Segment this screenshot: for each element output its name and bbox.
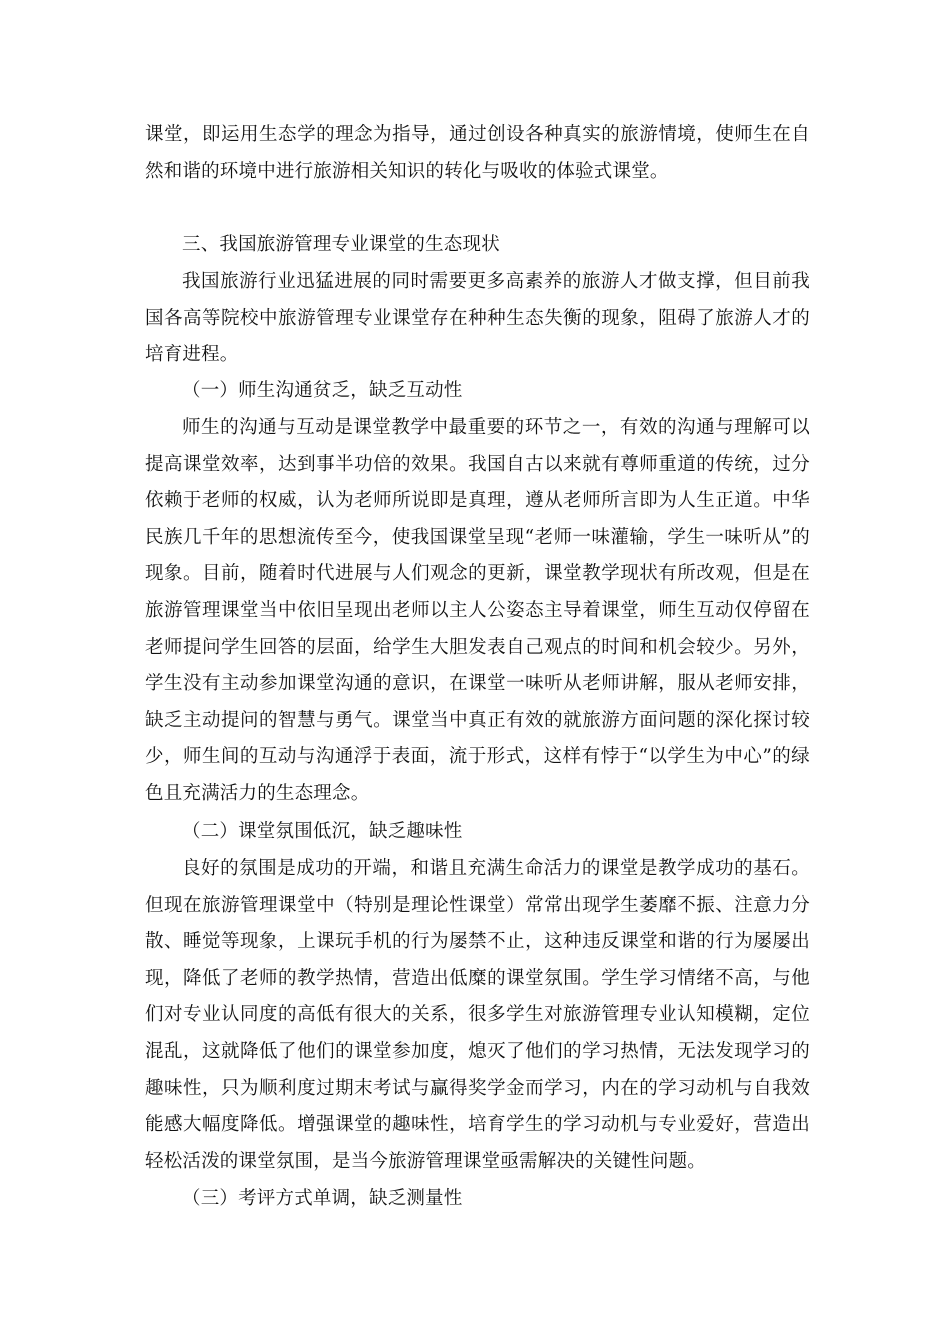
section-3-intro-paragraph: 我国旅游行业迅猛进展的同时需要更多高素养的旅游人才做支撑，但目前我国各高等院校中旅游管理专业课堂存在种种生态失衡的现象，阻碍了旅游人才的培育进程。 bbox=[145, 271, 810, 366]
subsection-2-paragraph: 良好的氛围是成功的开端，和谐且充满生命活力的课堂是教学成功的基石。但现在旅游管理课堂中（特别是理论性课堂）常常出现学生萎靡不振、注意力分散、睡觉等现象，上课玩手机的行为屡禁不止，这种违反课堂和谐的行为屡屡出现，降低了老师的教学热情，营造出低糜的课堂氛围。学生学习情绪不高，与他们对专业认同度的高低有很大的关系，很多学生对旅游管理专业认知模糊，定位混乱，这就降低了他们的课堂参加度，熄灭了他们的学习热情，无法发现学习的趣味性，只为顺利度过期末考试与赢得奖学金而学习，内在的学习动机与自我效能感大幅度降低。增强课堂的趣味性，培育学生的学习动机与专业爱好，营造出轻松活泼的课堂氛围，是当今旅游管理课堂亟需解决的关键性问题。 bbox=[145, 858, 810, 1172]
subheading-3: （三）考评方式单调，缺乏测量性 bbox=[182, 1188, 463, 1209]
paragraph-continuation: 课堂，即运用生态学的理念为指导，通过创设各种真实的旅游情境，使师生在自然和谐的环境中进行旅游相关知识的转化与吸收的体验式课堂。 bbox=[145, 124, 810, 182]
section-heading-3: 三、我国旅游管理专业课堂的生态现状 bbox=[182, 234, 500, 255]
subheading-1: （一）师生沟通贫乏，缺乏互动性 bbox=[182, 380, 463, 401]
subsection-1-paragraph: 师生的沟通与互动是课堂教学中最重要的环节之一，有效的沟通与理解可以提高课堂效率，达到事半功倍的效果。我国自古以来就有尊师重道的传统，过分依赖于老师的权威，认为老师所说即是真理，遵从老师所言即为人生正道。中华民族几千年的思想流传至今，使我国课堂呈现“老师一味灌输，学生一味听从”的现象。目前，随着时代进展与人们观念的更新，课堂教学现状有所改观，但是在旅游管理课堂当中依旧呈现出老师以主人公姿态主导着课堂，师生互动仅停留在老师提问学生回答的层面，给学生大胆发表自己观点的时间和机会较少。另外，学生没有主动参加课堂沟通的意识，在课堂一味听从老师讲解，服从老师安排，缺乏主动提问的智慧与勇气。课堂当中真正有效的就旅游方面问题的深化探讨较少，师生间的互动与沟通浮于表面，流于形式，这样有悖于“以学生为中心”的绿色且充满活力的生态理念。 bbox=[145, 417, 810, 804]
subheading-2: （二）课堂氛围低沉，缺乏趣味性 bbox=[182, 821, 463, 842]
